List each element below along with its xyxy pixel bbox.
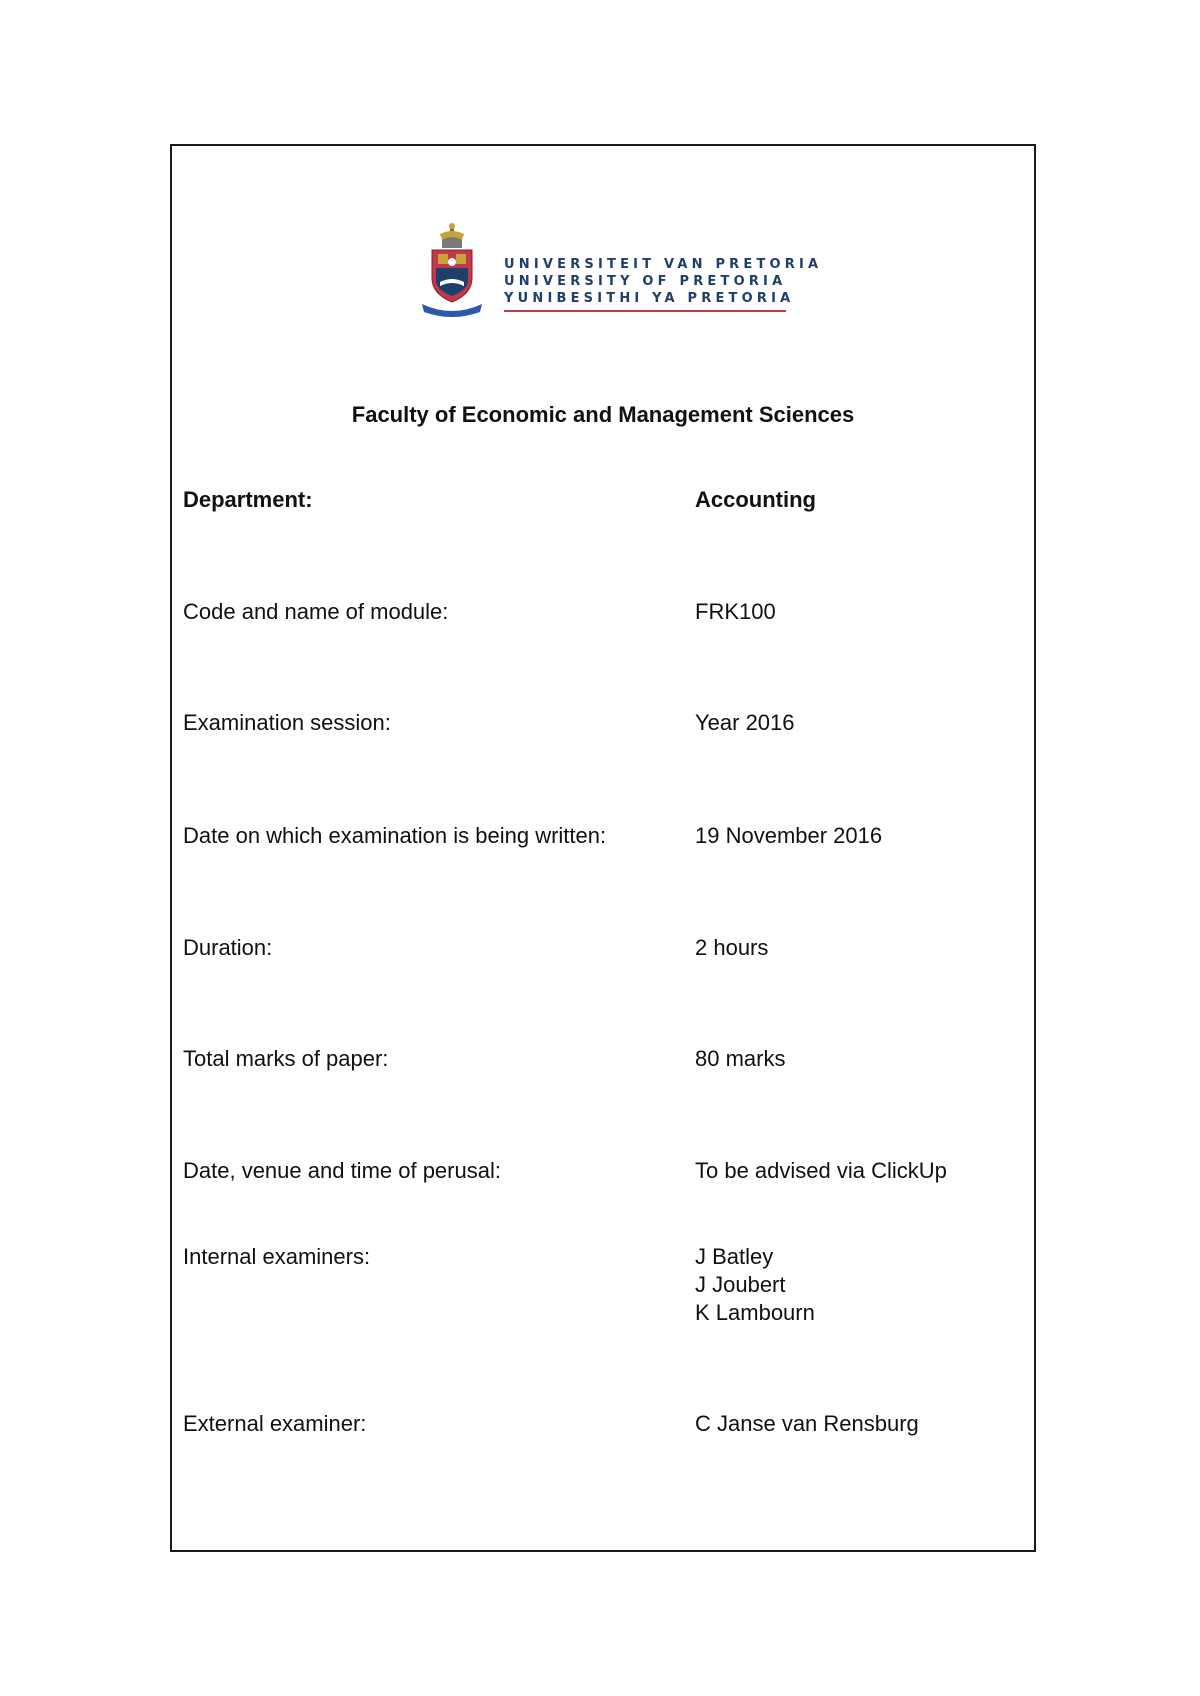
university-logo (418, 222, 823, 322)
session-label: Examination session: (183, 710, 391, 735)
internal-examiners-label: Internal examiners: (183, 1244, 371, 1269)
external-examiner-label: External examiner: (183, 1411, 367, 1436)
perusal-label: Date, venue and time of perusal: (183, 1158, 501, 1183)
internal-examiner-list (695, 1243, 815, 1327)
university-name-afrikaans: UNIVERSITEIT VAN PRETORIA (504, 257, 823, 272)
external-examiner-value: C Janse van Rensburg (695, 1411, 919, 1436)
faculty-title: Faculty of Economic and Management Sciences (351, 402, 855, 427)
exam-date-value: 19 November 2016 (695, 823, 883, 848)
total-marks-value: 80 marks (695, 1046, 786, 1071)
module-label: Code and name of module: (183, 599, 449, 624)
internal-examiner: J Batley (695, 1244, 774, 1269)
university-name-rule (504, 310, 786, 312)
university-name-sepedi: YUNIBESITHI YA PRETORIA (504, 291, 795, 306)
university-name-english: UNIVERSITY OF PRETORIA (504, 274, 787, 289)
university-crest-icon (418, 222, 486, 322)
department-label: Department: (183, 487, 313, 512)
university-name-block (504, 256, 823, 312)
exam-date-label: Date on which examination is being written: (183, 823, 607, 848)
total-marks-label: Total marks of paper: (183, 1046, 389, 1071)
department-value: Accounting (695, 487, 816, 512)
internal-examiner: K Lambourn (695, 1300, 815, 1325)
module-value: FRK100 (695, 599, 776, 624)
duration-value: 2 hours (695, 935, 769, 960)
perusal-value: To be advised via ClickUp (695, 1158, 947, 1183)
session-value: Year 2016 (695, 710, 795, 735)
internal-examiner: J Joubert (695, 1272, 786, 1297)
duration-label: Duration: (183, 935, 273, 960)
